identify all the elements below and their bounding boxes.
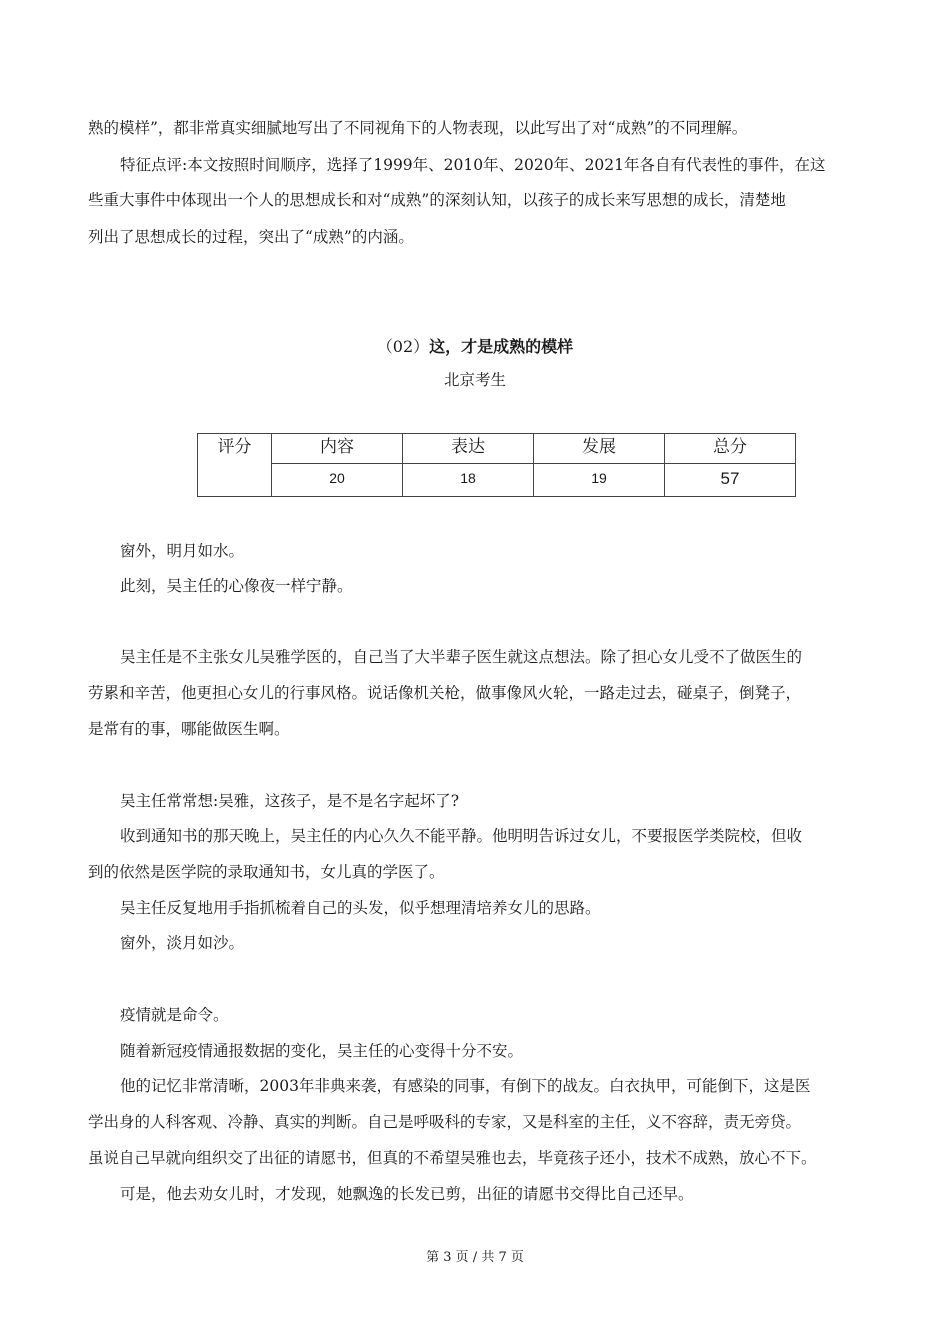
paragraph-line: 熟的模样”，都非常真实细腻地写出了不同视角下的人物表现，以此写出了对“成熟”的不同理解。 <box>88 119 748 137</box>
score-header: 总分 <box>665 434 796 464</box>
score-value: 20 <box>272 464 403 497</box>
paragraph-line: 吴主任是不主张女儿吴雅学医的，自己当了大半辈子医生就这点想法。除了担心女儿受不了做医生的 <box>120 648 803 666</box>
score-header: 表达 <box>403 434 534 464</box>
score-total: 57 <box>665 464 796 497</box>
paragraph-line: 些重大事件中体现出一个人的思想成长和对“成熟”的深刻认知，以孩子的成长来写思想的成长，清楚地 <box>88 191 786 209</box>
essay-number: （02） <box>376 337 430 356</box>
paragraph-line: 窗外，明月如水。 <box>120 542 245 560</box>
score-value: 19 <box>534 464 665 497</box>
score-row-label: 评分 <box>198 434 272 497</box>
score-header: 发展 <box>534 434 665 464</box>
paragraph-line: 可是，他去劝女儿时，才发现，她飘逸的长发已剪，出征的请愿书交得比自己还早。 <box>120 1185 694 1203</box>
paragraph-line: 收到通知书的那天晚上，吴主任的内心久久不能平静。他明明告诉过女儿，不要报医学类院校，但收 <box>120 827 803 845</box>
paragraph-line: 疫情就是命令。 <box>120 1006 229 1024</box>
page-footer: 第 3 页 / 共 7 页 <box>426 1250 524 1265</box>
paragraph-line: 学出身的人科客观、冷静、真实的判断。自己是呼吸科的专家，又是科室的主任，义不容辞，责无旁贷。 <box>88 1113 802 1131</box>
paragraph-line: 他的记忆非常清晰，2003年非典来袭，有感染的同事，有倒下的战友。白衣执甲，可能倒下，这是医 <box>120 1077 811 1095</box>
paragraph-line: 特征点评:本文按照时间顺序，选择了1999年、2010年、2020年、2021年各自有代表性的事件，在这 <box>120 156 826 174</box>
paragraph-line: 吴主任常常想:吴雅，这孩子，是不是名字起坏了? <box>120 792 460 810</box>
paragraph-line: 到的依然是医学院的录取通知书，女儿真的学医了。 <box>88 863 445 881</box>
paragraph-line: 劳累和辛苦，他更担心女儿的行事风格。说话像机关枪，做事像风火轮，一路走过去，碰桌子，倒凳子， <box>88 684 802 702</box>
essay-title-text: 这，才是成熟的模样 <box>429 337 574 356</box>
score-table <box>197 433 796 497</box>
essay-author: 北京考生 <box>443 371 506 389</box>
paragraph-line: 虽说自己早就向组织交了出征的请愿书，但真的不希望吴雅也去，毕竟孩子还小，技术不成熟，放心不下。 <box>88 1149 817 1167</box>
paragraph-line: 吴主任反复地用手指抓梳着自己的头发，似乎想理清培养女儿的思路。 <box>120 899 601 917</box>
paragraph-line: 窗外，淡月如沙。 <box>120 934 245 952</box>
score-header: 内容 <box>272 434 403 464</box>
paragraph-line: 列出了思想成长的过程，突出了“成熟”的内涵。 <box>88 228 414 246</box>
paragraph-line: 随着新冠疫情通报数据的变化，吴主任的心变得十分不安。 <box>120 1042 524 1060</box>
paragraph-line: 此刻，吴主任的心像夜一样宁静。 <box>120 577 353 595</box>
score-value: 18 <box>403 464 534 497</box>
essay-title <box>0 334 950 357</box>
paragraph-line: 是常有的事，哪能做医生啊。 <box>88 720 290 738</box>
